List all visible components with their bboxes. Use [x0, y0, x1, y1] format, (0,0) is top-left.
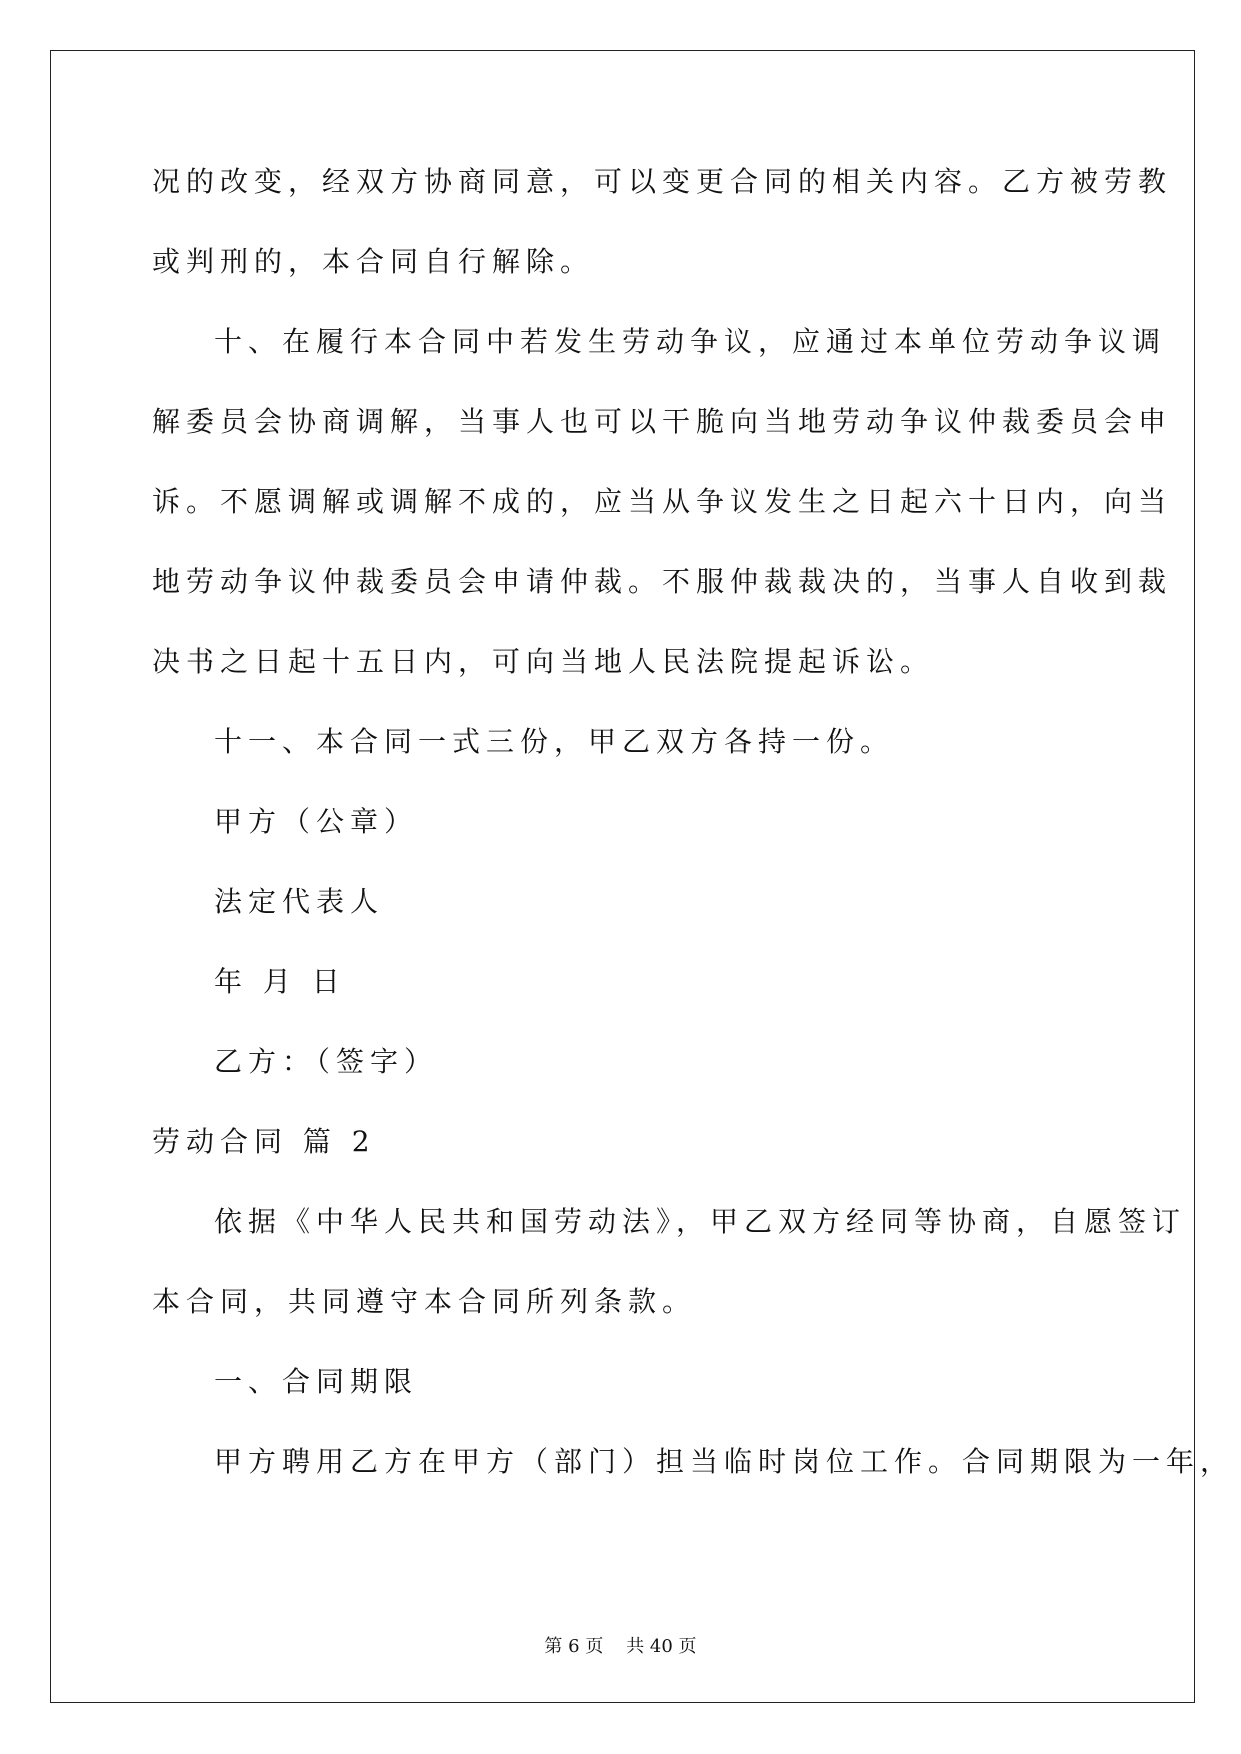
signature-party-a: 甲方（公章） [214, 805, 419, 838]
paragraph-line: 十、在履行本合同中若发生劳动争议，应通过本单位劳动争议调 [214, 325, 1167, 358]
section-heading: 劳动合同 篇 2 [152, 1125, 376, 1158]
signature-party-b: 乙方：（签字） [214, 1045, 439, 1078]
paragraph-line: 决书之日起十五日内，可向当地人民法院提起诉讼。 [152, 645, 935, 678]
paragraph-line: 或判刑的，本合同自行解除。 [152, 245, 595, 278]
paragraph-line: 况的改变，经双方协商同意，可以变更合同的相关内容。乙方被劳教 [152, 165, 1173, 198]
page-number: 第 6 页 共 40 页 [544, 1636, 697, 1657]
document-body [152, 160, 1235, 1520]
paragraph-line: 解委员会协商调解，当事人也可以干脆向当地劳动争议仲裁委员会申 [152, 405, 1173, 438]
paragraph-line: 诉。不愿调解或调解不成的，应当从争议发生之日起六十日内，向当 [152, 485, 1173, 518]
paragraph-line: 本合同，共同遵守本合同所列条款。 [152, 1285, 697, 1318]
clause-heading: 一、合同期限 [214, 1365, 419, 1398]
page-footer [0, 1632, 1241, 1658]
paragraph-line: 十一、本合同一式三份，甲乙双方各持一份。 [214, 725, 895, 758]
paragraph-line: 甲方聘用乙方在甲方（部门）担当临时岗位工作。合同期限为一年， [214, 1445, 1235, 1478]
date-line: 年 月 日 [214, 965, 346, 998]
legal-representative: 法定代表人 [214, 885, 385, 918]
paragraph-line: 地劳动争议仲裁委员会申请仲裁。不服仲裁裁决的，当事人自收到裁 [152, 565, 1173, 598]
paragraph-line: 依据《中华人民共和国劳动法》，甲乙双方经同等协商，自愿签订 [214, 1205, 1187, 1238]
